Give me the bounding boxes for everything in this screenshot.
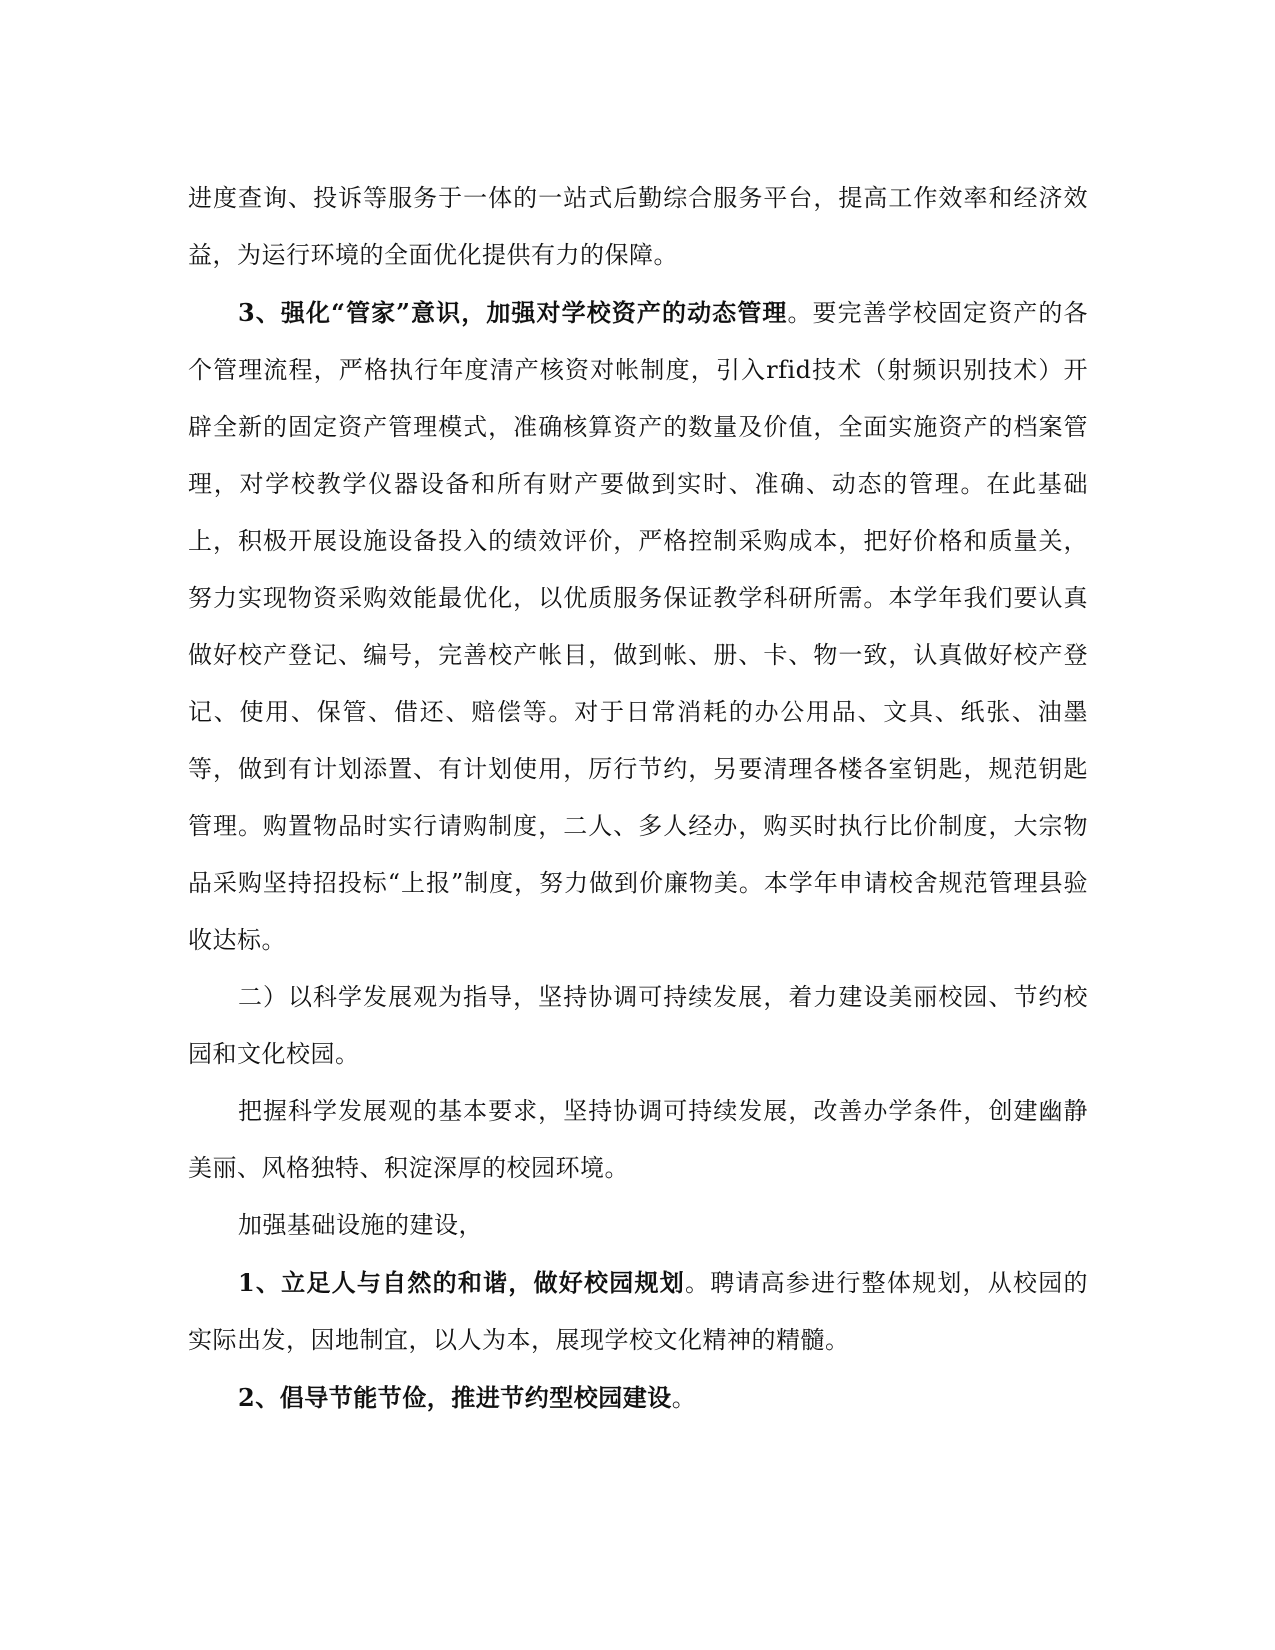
paragraph-5 bbox=[188, 1197, 1088, 1254]
paragraph-7-text: 。 bbox=[671, 1384, 697, 1412]
document-page bbox=[188, 170, 1088, 1427]
paragraph-7-heading: 2、倡导节能节俭，推进节约型校园建设 bbox=[238, 1383, 672, 1412]
paragraph-6 bbox=[188, 1254, 1088, 1369]
paragraph-7 bbox=[188, 1369, 1088, 1427]
paragraph-3 bbox=[188, 969, 1088, 1083]
paragraph-1 bbox=[188, 170, 1088, 284]
paragraph-1-text: 进度查询、投诉等服务于一体的一站式后勤综合服务平台，提高工作效率和经济效益，为运行环境的全面优化提供有力的保障。 bbox=[188, 184, 1088, 269]
paragraph-2 bbox=[188, 284, 1088, 969]
paragraph-6-heading: 1、立足人与自然的和谐，做好校园规划 bbox=[238, 1268, 685, 1297]
paragraph-6-text: 。聘请高参进行整体规划，从校园的实际出发，因地制宜，以人为本，展现学校文化精神的精髓。 bbox=[188, 1269, 1088, 1354]
paragraph-3-text: 二）以科学发展观为指导，坚持协调可持续发展，着力建设美丽校园、节约校园和文化校园。 bbox=[188, 983, 1088, 1068]
paragraph-4 bbox=[188, 1083, 1088, 1197]
paragraph-2-text: 。要完善学校固定资产的各个管理流程，严格执行年度清产核资对帐制度，引入rfid技术（射频识别技术）开辟全新的固定资产管理模式，准确核算资产的数量及价值，全面实施资产的档案管理，对学校教学仪器设备和所有财产要做到实时、准确、动态的管理。在此基础上，积极开展设施设备投入的绩效评价，严格控制采购成本，把好价格和质量关，努力实现物资采购效能最优化，以优质服务保证教学科研所需。本学年我们要认真做好校产登记、编号，完善校产帐目，做到帐、册、卡、物一致，认真做好校产登记、使用、保管、借还、赔偿等。对于日常消耗的办公用品、文具、纸张、油墨等，做到有计划添置、有计划使用，厉行节约，另要清理各楼各室钥匙，规范钥匙管理。购置物品时实行请购制度，二人、多人经办，购买时执行比价制度，大宗物品采购坚持招投标“上报”制度，努力做到价廉物美。本学年申请校舍规范管理县验收达标。 bbox=[188, 299, 1088, 954]
paragraph-5-text: 加强基础设施的建设， bbox=[238, 1211, 483, 1239]
paragraph-4-text: 把握科学发展观的基本要求，坚持协调可持续发展，改善办学条件，创建幽静美丽、风格独特、积淀深厚的校园环境。 bbox=[188, 1097, 1088, 1182]
paragraph-2-heading: 3、强化“管家”意识，加强对学校资产的动态管理 bbox=[238, 298, 788, 327]
